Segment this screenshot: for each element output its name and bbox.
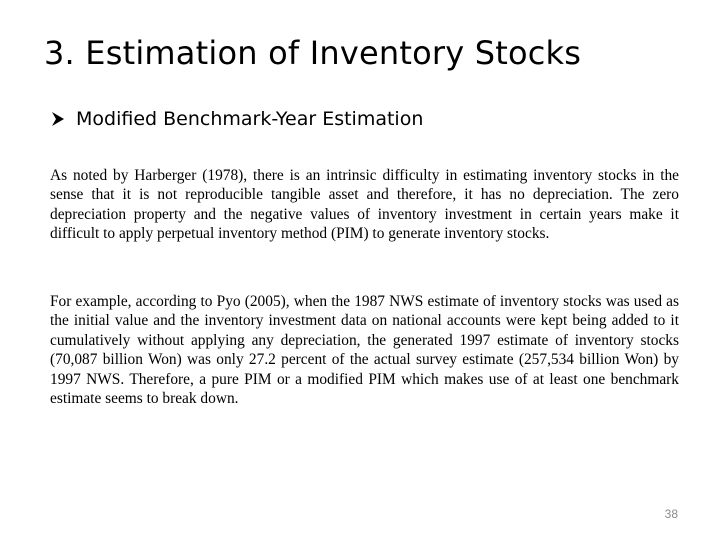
page-number: 38 [664, 507, 678, 521]
subheading-text: Modified Benchmark-Year Estimation [76, 108, 424, 130]
paragraph-harberger: As noted by Harberger (1978), there is an intrinsic difficulty in estimating inventory stocks in the sense that it is not reproducible tangible asset and therefore, it has no depreciation. The zero depreciation property and the negative values of inventory investment in certain years make it difficult to apply perpetual inventory method (PIM) to generate inventory stocks. [50, 167, 679, 243]
arrowhead-right-icon [50, 111, 66, 127]
slide-title: 3. Estimation of Inventory Stocks [44, 34, 582, 72]
subheading [50, 108, 423, 130]
paragraph-pyo-example: For example, according to Pyo (2005), when the 1987 NWS estimate of inventory stocks was used as the initial value and the inventory investment data on national accounts were kept being added to it cumulatively without applying any depreciation, the generated 1997 estimate of inventory stocks (70,087 billion Won) was only 27.2 percent of the actual survey estimate (257,534 billion Won) by 1997 NWS. Therefore, a pure PIM or a modified PIM which makes use of at least one benchmark estimate seems to break down. [50, 293, 679, 408]
